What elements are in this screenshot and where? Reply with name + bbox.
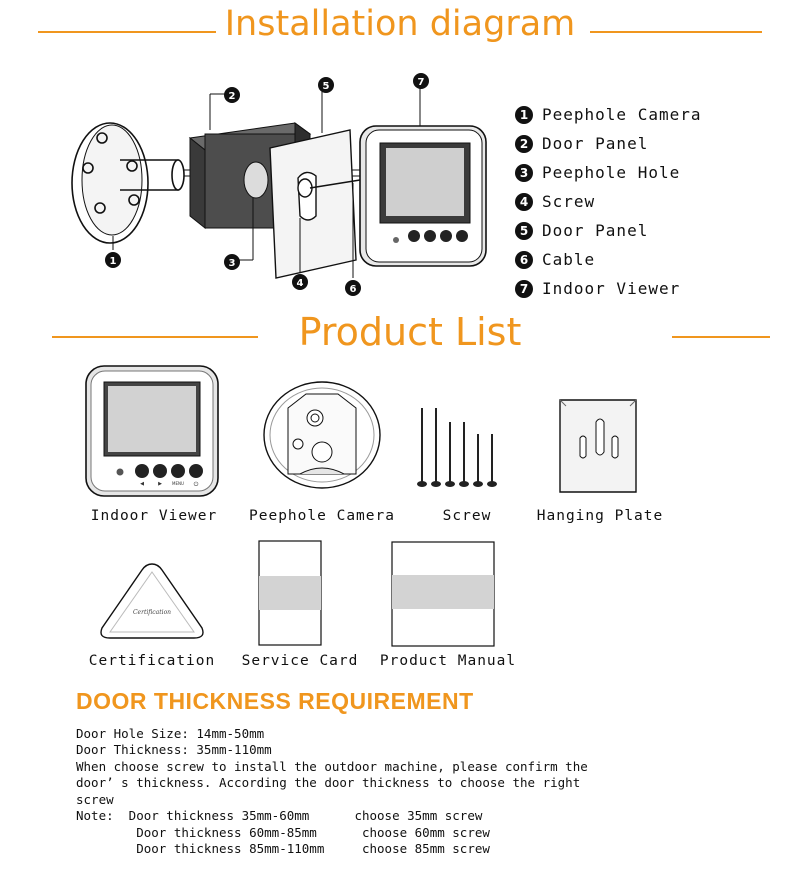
door-panel-plate (270, 130, 360, 278)
product-label-indoor-viewer: Indoor Viewer (90, 508, 218, 524)
legend-item (515, 274, 702, 303)
legend-number: 2 (515, 135, 533, 153)
indoor-viewer-image (84, 364, 220, 498)
product-label-screw: Screw (442, 508, 492, 524)
product-manual-image (391, 541, 495, 647)
legend-number: 6 (515, 251, 533, 269)
certification-image (96, 560, 208, 642)
product-label-peephole-camera: Peephole Camera (249, 508, 395, 524)
svg-text:3: 3 (228, 258, 236, 269)
requirement-line: screw (76, 792, 114, 807)
screws-image (412, 400, 500, 492)
legend-label: Door Panel (542, 221, 649, 240)
requirement-line: Door Hole Size: 14mm-50mm (76, 726, 265, 741)
requirement-line: Door Thickness: 35mm-110mm (76, 742, 272, 757)
product-label-certification: Certification (88, 653, 216, 669)
legend-item (515, 100, 702, 129)
installation-legend (515, 100, 702, 303)
svg-text:7: 7 (417, 77, 425, 88)
viewer-right-arrow: ▶ (158, 481, 162, 487)
installation-title: Installation diagram (224, 4, 576, 44)
legend-label: Cable (542, 250, 596, 269)
legend-label: Peephole Camera (542, 105, 702, 124)
legend-label: Indoor Viewer (542, 279, 681, 298)
svg-text:2: 2 (228, 91, 236, 102)
legend-label: Door Panel (542, 134, 649, 153)
legend-label: Peephole Hole (542, 163, 681, 182)
svg-text:5: 5 (322, 81, 330, 92)
legend-item (515, 158, 702, 187)
indoor-viewer-drawing (360, 126, 486, 266)
product-label-service-card: Service Card (241, 653, 359, 669)
legend-number: 7 (515, 280, 533, 298)
legend-number: 3 (515, 164, 533, 182)
legend-number: 4 (515, 193, 533, 211)
product-label-hanging-plate: Hanging Plate (536, 508, 664, 524)
viewer-power-icon: ⏻ (193, 481, 199, 488)
viewer-menu-text: MENU (172, 481, 184, 486)
certificate-text: Certification (132, 609, 172, 616)
legend-number: 1 (515, 106, 533, 124)
svg-text:6: 6 (349, 284, 357, 295)
legend-label: Screw (542, 192, 596, 211)
peephole-camera-image (260, 378, 384, 492)
installation-drawing (60, 68, 500, 308)
requirement-title: DOOR THICKNESS REQUIREMENT (76, 688, 474, 714)
legend-item (515, 187, 702, 216)
legend-number: 5 (515, 222, 533, 240)
svg-text:4: 4 (296, 278, 304, 289)
requirement-line: door’ s thickness. According the door thickness to choose the right (76, 775, 581, 790)
viewer-left-arrow: ◀ (140, 481, 144, 487)
product-label-product-manual: Product Manual (379, 653, 517, 669)
svg-text:1: 1 (109, 256, 117, 267)
legend-item (515, 129, 702, 158)
requirement-line: Door thickness 60mm-85mm choose 60mm screw (76, 825, 490, 840)
legend-item (515, 245, 702, 274)
requirement-line: Note: Door thickness 35mm-60mm choose 35mm screw (76, 808, 483, 823)
requirement-line: Door thickness 85mm-110mm choose 85mm screw (76, 841, 490, 856)
service-card-image (258, 540, 322, 646)
legend-item (515, 216, 702, 245)
hanging-plate-image (556, 396, 642, 496)
product-list-title: Product List (298, 310, 522, 354)
requirement-line: When choose screw to install the outdoor machine, please confirm the (76, 759, 588, 774)
